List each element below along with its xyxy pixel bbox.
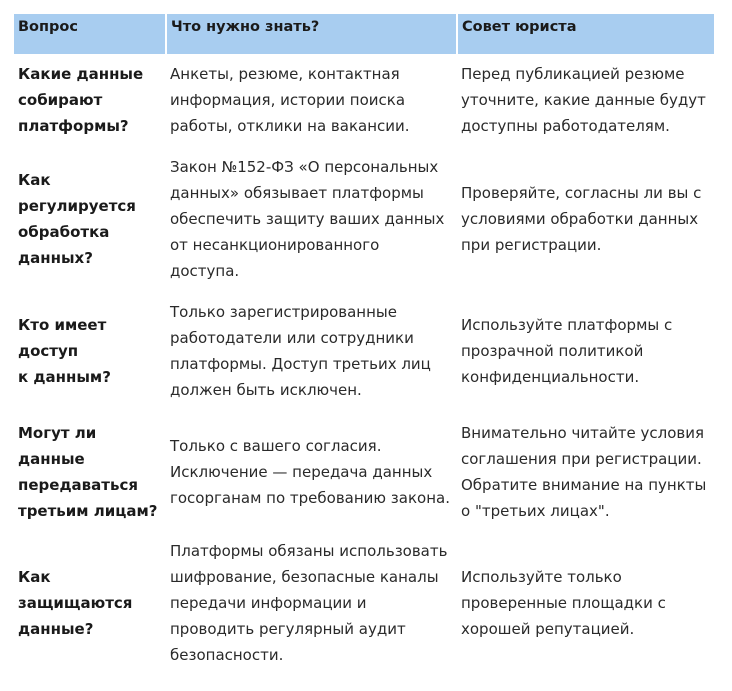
- question-cell: [14, 146, 166, 292]
- table-row: [14, 292, 714, 410]
- question-text: Как защищаются данные?: [18, 568, 133, 638]
- question-text: Кто имеет доступ к данным?: [18, 316, 111, 386]
- advice-text: Проверяйте, согласны ли вы с условиями обработки данных при регистрации.: [461, 184, 702, 254]
- advice-cell: [457, 533, 714, 673]
- know-cell: [166, 533, 457, 673]
- know-text: Закон №152-ФЗ «О персональных данных» обязывает платформы обеспечить защиту ваших данных от несанкционированного доступа.: [170, 158, 445, 280]
- know-text: Только зарегистрированные работодатели или сотрудники платформы. Доступ третьих лиц должен быть исключен.: [170, 303, 431, 399]
- question-text: Могут ли данные передаваться третьим лицам?: [18, 423, 158, 520]
- table-header-row: [14, 14, 714, 54]
- know-cell: [166, 292, 457, 410]
- header-question: Вопрос: [14, 14, 166, 54]
- header-lawyer-advice: Совет юриста: [457, 14, 714, 54]
- table-row: [14, 410, 714, 533]
- advice-text: Перед публикацией резюме уточните, какие данные будут доступны работодателям.: [461, 65, 706, 135]
- know-text: Только с вашего согласия. Исключение — передача данных госорганам по требованию закона.: [170, 436, 450, 507]
- question-cell: [14, 410, 166, 533]
- advice-text: Используйте только проверенные площадки с хорошей репутацией.: [461, 568, 666, 638]
- know-cell: [166, 54, 457, 146]
- know-cell: [166, 146, 457, 292]
- question-text: Как регулируется обработка данных?: [18, 171, 136, 267]
- advice-text: Используйте платформы с прозрачной политикой конфиденциальности.: [461, 316, 673, 386]
- faq-table: [14, 14, 714, 673]
- advice-cell: [457, 54, 714, 146]
- table-row: [14, 54, 714, 146]
- question-cell: [14, 533, 166, 673]
- advice-text: Внимательно читайте условия соглашения при регистрации. Обратите внимание на пункты о "третьих лицах".: [461, 423, 707, 520]
- know-text: Платформы обязаны использовать шифрование, безопасные каналы передачи информации и проводить регулярный аудит безопасности.: [170, 542, 448, 664]
- question-text: Какие данные собирают платформы?: [18, 65, 144, 135]
- advice-cell: [457, 292, 714, 410]
- question-cell: [14, 292, 166, 410]
- advice-cell: [457, 146, 714, 292]
- table-row: [14, 146, 714, 292]
- question-cell: [14, 54, 166, 146]
- header-what-to-know: Что нужно знать?: [166, 14, 457, 54]
- advice-cell: [457, 410, 714, 533]
- know-cell: [166, 410, 457, 533]
- know-text: Анкеты, резюме, контактная информация, истории поиска работы, отклики на вакансии.: [170, 65, 410, 135]
- table-row: [14, 533, 714, 673]
